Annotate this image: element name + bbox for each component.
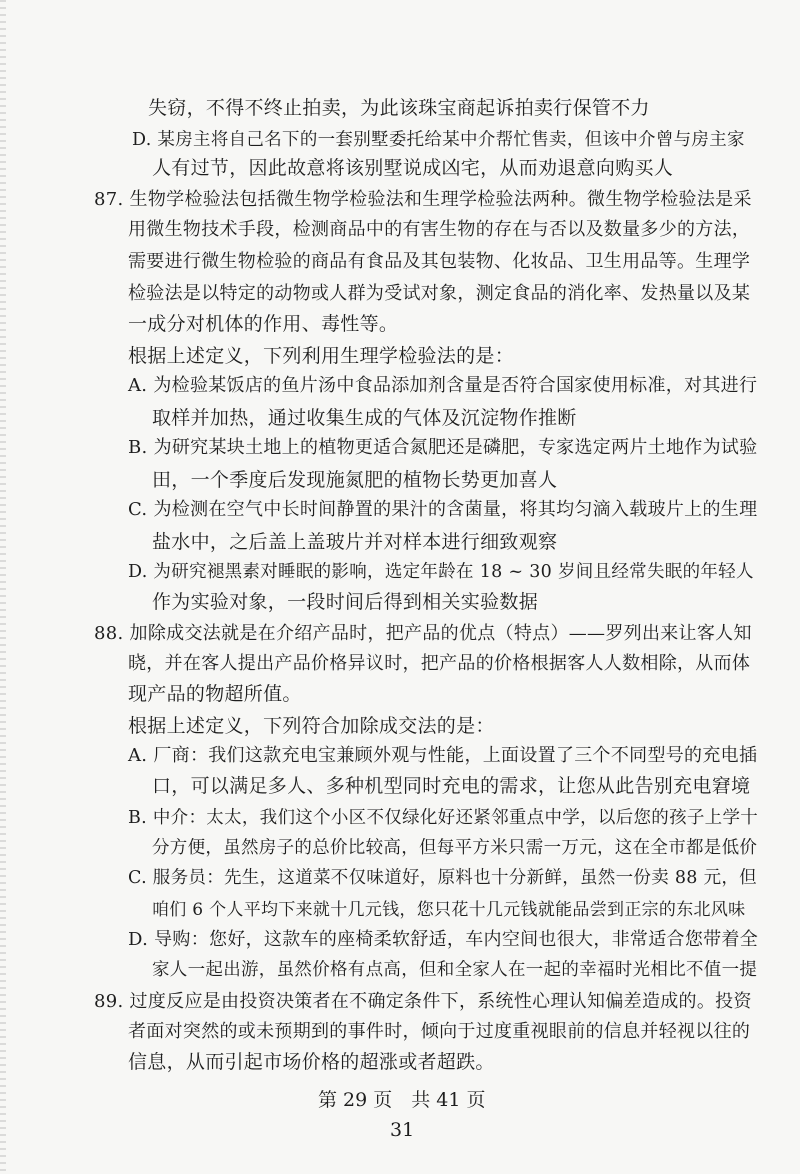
page-counter: 第 29 页 共 41 页 bbox=[318, 1089, 486, 1111]
text-line: 人有过节，因此故意将该别墅说成凶宅，从而劝退意向购买人 bbox=[152, 157, 674, 179]
question-prompt: 根据上述定义，下列符合加除成交法的是： bbox=[128, 715, 495, 737]
text-line: 取样并加热，通过收集生成的气体及沉淀物作推断 bbox=[152, 407, 577, 429]
text-line: 田，一个季度后发现施氮肥的植物长势更加喜人 bbox=[152, 469, 558, 491]
text-line: 失窃，不得不终止拍卖，为此该珠宝商起诉拍卖行保管不力 bbox=[148, 97, 650, 119]
text-line: 信息，从而引起市场价格的超涨或者超跌。 bbox=[128, 1051, 495, 1073]
text-line: 晓，并在客人提出产品价格异议时，把产品的价格根据客人人数相除，从而体 bbox=[128, 653, 751, 674]
question-88: 88. 加除成交法就是在介绍产品时，把产品的优点（特点）——罗列出来让客人知 bbox=[94, 623, 752, 644]
text-line: 家人一起出游，虽然价格有点高，但和全家人在一起的幸福时光相比不值一提 bbox=[152, 960, 758, 980]
option-a-line: A. 为检验某饭店的鱼片汤中食品添加剂含量是否符合国家使用标准，对其进行 bbox=[128, 375, 758, 396]
text-line: 者面对突然的或未预期到的事件时，倾向于过度重视眼前的信息并轻视以往的 bbox=[128, 1021, 751, 1042]
question-prompt: 根据上述定义，下列利用生理学检验法的是： bbox=[128, 345, 515, 367]
text-line: 现产品的物超所值。 bbox=[128, 683, 302, 705]
option-b-line: B. 中介：太太，我们这个小区不仅绿化好还紧邻重点中学，以后您的孩子上学十 bbox=[128, 808, 759, 828]
option-d-line: D. 为研究褪黑素对睡眠的影响，选定年龄在 18 ~ 30 岁间且经常失眠的年轻人 bbox=[128, 562, 754, 582]
text-line: 分方便，虽然房子的总价比较高，但每平方米只需一万元，这在全市都是低价 bbox=[152, 838, 758, 858]
option-b-line: B. 为研究某块土地上的植物更适合氮肥还是磷肥，专家选定两片土地作为试验 bbox=[128, 437, 758, 458]
text-line: 一成分对机体的作用、毒性等。 bbox=[128, 313, 399, 335]
page-number: 31 bbox=[390, 1119, 415, 1141]
text-line: 口，可以满足多人、多种机型同时充电的需求，让您从此告别充电窘境 bbox=[152, 775, 751, 797]
text-line: 需要进行微生物检验的商品有食品及其包装物、化妆品、卫生用品等。生理学 bbox=[128, 251, 751, 272]
option-d-line: D. 某房主将自己名下的一套别墅委托给某中介帮忙售卖，但该中介曾与房主家 bbox=[132, 130, 745, 150]
question-87: 87. 生物学检验法包括微生物学检验法和生理学检验法两种。微生物学检验法是采 bbox=[94, 189, 752, 210]
option-c-line: C. 为检测在空气中长时间静置的果汁的含菌量，将其均匀滴入载玻片上的生理 bbox=[128, 499, 758, 520]
text-line: 盐水中，之后盖上盖玻片并对样本进行细致观察 bbox=[152, 531, 558, 553]
text-line: 检验法是以特定的动物或人群为受试对象，测定食品的消化率、发热量以及某 bbox=[128, 283, 751, 304]
text-line: 咱们 6 个人平均下来就十几元钱，您只花十几元钱就能品尝到正宗的东北风味 bbox=[152, 900, 746, 920]
text-line: 用微生物技术手段，检测商品中的有害生物的存在与否以及数量多少的方法， bbox=[128, 219, 751, 240]
text-line: 作为实验对象，一段时间后得到相关实验数据 bbox=[152, 591, 539, 613]
option-c-line: C. 服务员：先生，这道菜不仅味道好，原料也十分新鲜，虽然一份卖 88 元，但 bbox=[128, 868, 757, 888]
question-89: 89. 过度反应是由投资决策者在不确定条件下，系统性心理认知偏差造成的。投资 bbox=[94, 991, 752, 1012]
option-d-line: D. 导购：您好，这款车的座椅柔软舒适，车内空间也很大，非常适合您带着全 bbox=[128, 929, 759, 950]
option-a-line: A. 厂商：我们这款充电宝兼顾外观与性能，上面设置了三个不同型号的充电插 bbox=[128, 745, 758, 766]
